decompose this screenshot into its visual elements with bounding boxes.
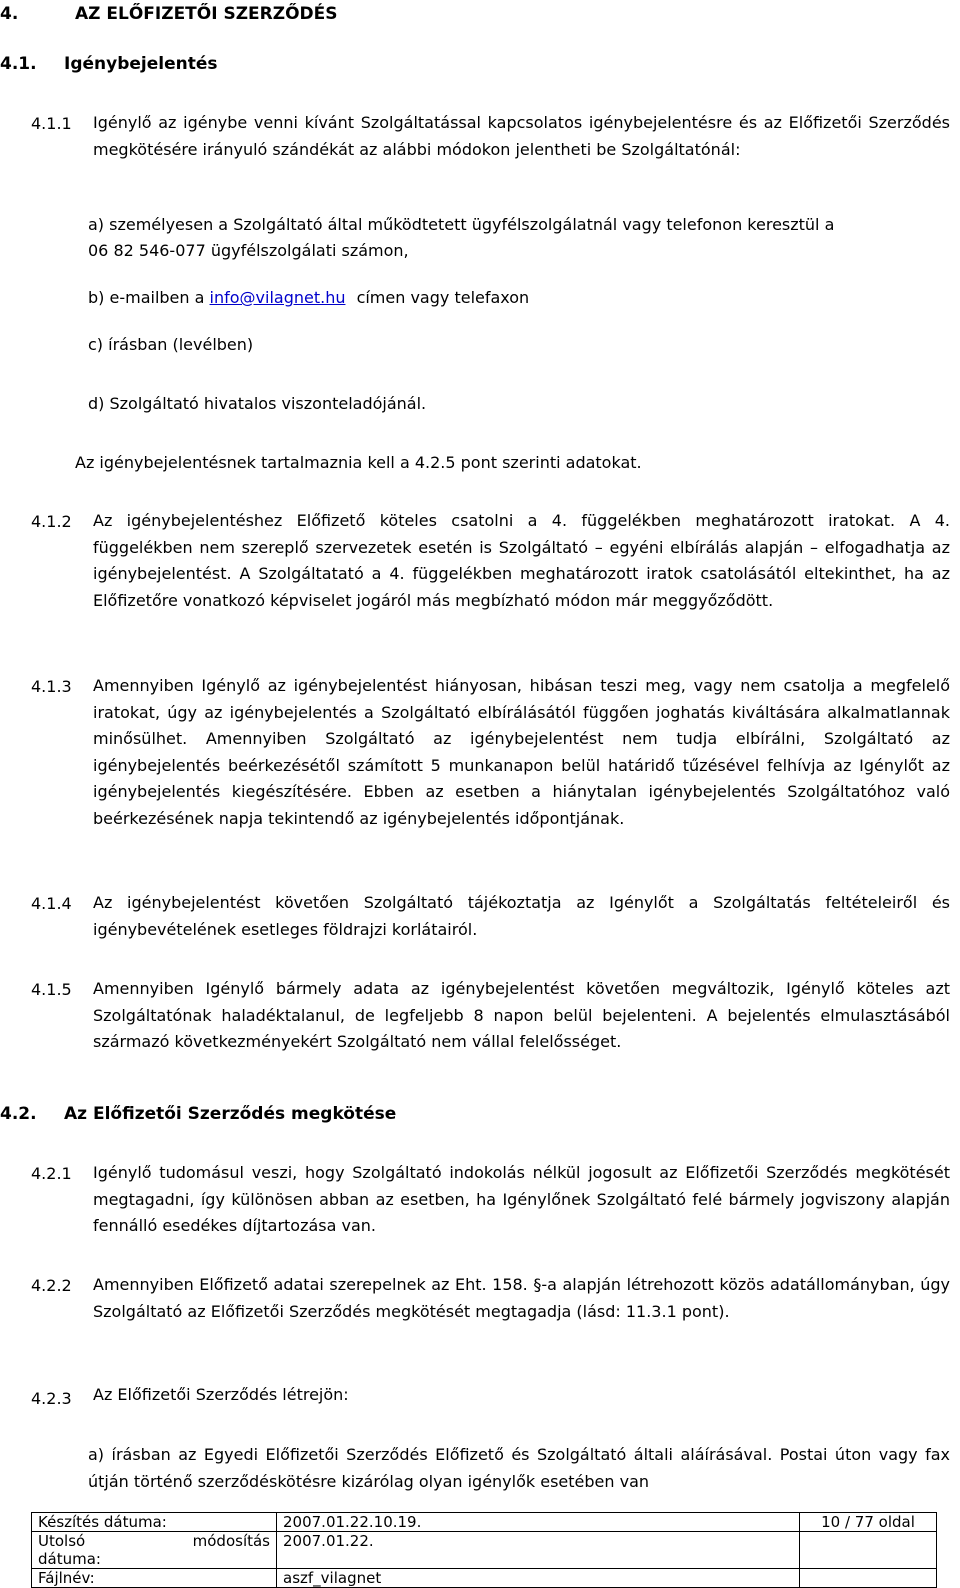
paragraph-number-4-1-3: 4.1.3: [31, 677, 72, 696]
list-item-c: c) írásban (levélben): [88, 335, 254, 354]
paragraph-number-4-2-2: 4.2.2: [31, 1276, 72, 1295]
section-4-2-heading: [0, 1104, 500, 1124]
paragraph-number-4-1-4: 4.1.4: [31, 894, 72, 913]
footer-file-value: aszf_vilagnet: [277, 1569, 800, 1588]
footer-file-label: Fájlnév:: [32, 1569, 277, 1588]
section-4-1-heading: [0, 54, 300, 74]
list-item-b-prefix: b) e-mailben a: [88, 288, 205, 307]
footer-empty-cell-2: [800, 1569, 937, 1588]
section-4-1-number: 4.1.: [0, 54, 37, 74]
section-4-title: AZ ELŐFIZETŐI SZERZŐDÉS: [75, 4, 338, 24]
section-4-1-title: Igénybejelentés: [64, 54, 218, 74]
paragraph-4-1-1: Igénylő az igénybe venni kívánt Szolgáltatással kapcsolatos igénybejelentésre és az Előfizetői Szerződés megkötésére irányuló szándékát az alábbi módokon jelentheti be Szolgáltatónál:: [93, 113, 950, 159]
footer-row-file: [32, 1569, 937, 1588]
list-item-d: d) Szolgáltató hivatalos viszonteladójánál.: [88, 394, 427, 413]
paragraph-4-2-2: Amennyiben Előfizető adatai szerepelnek az Eht. 158. §-a alapján létrehozott közös adatállományban, úgy Szolgáltató az Előfizetői Szerződés megkötését megtagadja (lásd: 11.3.1 pont).: [93, 1275, 950, 1321]
paragraph-4-1-2: Az igénybejelentéshez Előfizető köteles csatolni a 4. függelékben meghatározott iratokat. A 4. függelékben nem szereplő szervezetek esetén is Szolgáltató – egyéni elbírálás alapján – elfogadhatja az igénybejelentést. A Szolgáltatató a 4. függelékben meghatározott iratok csatolásától eltekinthet, ha az Előfizetőre vonatkozó képviselet jogáról más megbízható módon már meggyőződött.: [93, 511, 950, 610]
paragraph-number-4-1-2: 4.1.2: [31, 512, 72, 531]
paragraph-4-2-1: Igénylő tudomásul veszi, hogy Szolgáltató indokolás nélkül jogosult az Előfizetői Szerződés megkötését megtagadni, így különösen abban az esetben, ha Igénylőnek Szolgáltató felé bármely jogviszony alapján fennálló esedékes díjtartozása van.: [93, 1163, 950, 1235]
list-item-4-2-3-a: [88, 1442, 950, 1512]
paragraph-number-4-2-1: 4.2.1: [31, 1164, 72, 1183]
footer-page-number: 10 / 77 oldal: [800, 1513, 937, 1532]
footer-row-created: [32, 1513, 937, 1532]
paragraph-4-1-4: Az igénybejelentést követően Szolgáltató tájékoztatja az Igénylőt a Szolgáltatás feltételeiről és igénybevételének esetleges földrajzi korlátairól.: [93, 893, 950, 939]
email-link[interactable]: info@vilagnet.hu: [209, 288, 346, 307]
paragraph-4-2-3: Az Előfizetői Szerződés létrejön:: [93, 1385, 349, 1404]
paragraph-4-1-5: Amennyiben Igénylő bármely adata az igénybejelentést követően megváltozik, Igénylő köteles azt Szolgáltatónak haladéktalanul, de legfeljebb 8 napon belül bejelenteni. A bejelentés elmulasztásából származó következményekért Szolgáltató nem vállal felelősséget.: [93, 979, 950, 1051]
list-item-4-2-3-a-text: a) írásban az Egyedi Előfizetői Szerződés Előfizető és Szolgáltató általi aláírásával. Postai úton vagy fax útján történő szerződéskötésre kizárólag olyan igénylők esetében van: [88, 1445, 950, 1491]
section-4-number: 4.: [0, 4, 19, 24]
section-4-heading: [0, 4, 338, 24]
paragraph-number-4-1-5: 4.1.5: [31, 980, 72, 999]
list-item-a-line2: 06 82 546-077 ügyfélszolgálati számon,: [88, 241, 409, 260]
footer-modified-label: [32, 1532, 277, 1569]
paragraph-number-4-2-3: 4.2.3: [31, 1389, 72, 1408]
footer-row-modified: [32, 1532, 937, 1569]
list-item-b: [88, 288, 529, 307]
paragraph-number-4-1-1: 4.1.1: [31, 114, 72, 133]
section-4-2-title: Az Előfizetői Szerződés megkötése: [64, 1104, 397, 1124]
footer-empty-cell: [800, 1532, 937, 1569]
paragraph-note: Az igénybejelentésnek tartalmaznia kell a 4.2.5 pont szerinti adatokat.: [75, 453, 642, 472]
footer-table: [31, 1512, 937, 1588]
footer-modified-label-1: Utolsó: [38, 1532, 86, 1550]
paragraph-4-1-3: Amennyiben Igénylő az igénybejelentést hiányosan, hibásan teszi meg, vagy nem csatolja a megfelelő iratokat, úgy az igénybejelentés a Szolgáltató elbírálásától függően joghatás kiváltására alkalmatlannak minősülhet. Amennyiben Szolgáltató az igénybejelentést nem tudja elbírálni, Szolgáltató az igénybejelentés beérkezésétől számított 5 munkanapon belül határidő tűzésével felhívja az Igénylőt az igénybejelentés kiegészítésére. Ebben az esetben a hiánytalan igénybejelentés Szolgáltatóhoz való beérkezésének napja tekintendő az igénybejelentés időpontjának.: [93, 676, 950, 828]
list-item-b-suffix: címen vagy telefaxon: [356, 288, 530, 307]
footer-created-label: Készítés dátuma:: [32, 1513, 277, 1532]
footer-created-value: 2007.01.22.10.19.: [277, 1513, 800, 1532]
footer-modified-value: 2007.01.22.: [277, 1532, 800, 1569]
section-4-2-number: 4.2.: [0, 1104, 37, 1124]
footer-modified-label-2: módosítás: [192, 1532, 270, 1550]
list-item-a-line1: a) személyesen a Szolgáltató által működtetett ügyfélszolgálatnál vagy telefonon keresztül a: [88, 215, 835, 234]
footer-modified-label-3: dátuma:: [38, 1550, 101, 1568]
